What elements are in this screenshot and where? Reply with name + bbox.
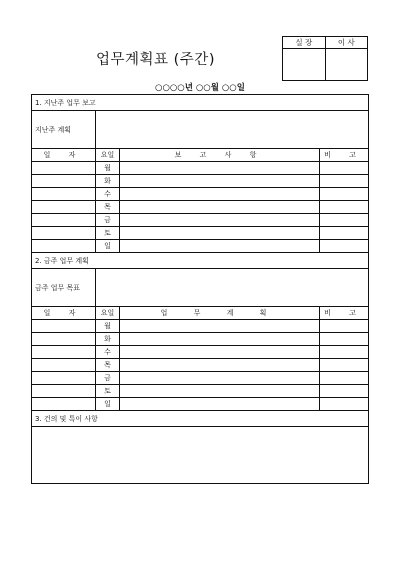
note-header: 비 고 bbox=[320, 149, 369, 162]
section1-heading: 1. 지난주 업무 보고 bbox=[32, 95, 369, 111]
date-cell[interactable] bbox=[32, 175, 96, 188]
table-row bbox=[32, 201, 369, 214]
date-cell[interactable] bbox=[32, 162, 96, 175]
approval-header-director: 이 사 bbox=[325, 37, 368, 49]
plan-cell[interactable] bbox=[120, 372, 320, 385]
weekday-cell: 일 bbox=[96, 240, 120, 253]
plan-cell[interactable] bbox=[120, 320, 320, 333]
weekday-header: 요일 bbox=[96, 149, 120, 162]
table-row bbox=[32, 333, 369, 346]
plan-cell[interactable] bbox=[120, 359, 320, 372]
date-cell[interactable] bbox=[32, 227, 96, 240]
weekday-cell: 일 bbox=[96, 398, 120, 411]
approval-header-manager: 실 장 bbox=[283, 37, 326, 49]
plan-cell[interactable] bbox=[120, 398, 320, 411]
note-cell[interactable] bbox=[320, 359, 369, 372]
note-cell[interactable] bbox=[320, 227, 369, 240]
table-row bbox=[32, 175, 369, 188]
plan-cell[interactable] bbox=[120, 333, 320, 346]
date-cell[interactable] bbox=[32, 398, 96, 411]
date-cell[interactable] bbox=[32, 188, 96, 201]
date-cell[interactable] bbox=[32, 372, 96, 385]
note-cell[interactable] bbox=[320, 214, 369, 227]
date-cell[interactable] bbox=[32, 320, 96, 333]
table-row bbox=[32, 162, 369, 175]
note-cell[interactable] bbox=[320, 385, 369, 398]
date-cell[interactable] bbox=[32, 201, 96, 214]
report-cell[interactable] bbox=[120, 162, 320, 175]
suggestions-field[interactable] bbox=[32, 427, 369, 484]
work-plan-header: 업 무 계 획 bbox=[120, 307, 320, 320]
report-cell[interactable] bbox=[120, 240, 320, 253]
date-cell[interactable] bbox=[32, 333, 96, 346]
report-cell[interactable] bbox=[120, 175, 320, 188]
plan-cell[interactable] bbox=[120, 346, 320, 359]
page-title: 업무계획표 (주간) bbox=[96, 52, 215, 68]
date-header: 일 자 bbox=[32, 149, 96, 162]
date-header: 일 자 bbox=[32, 307, 96, 320]
approval-signature-manager[interactable] bbox=[283, 49, 326, 81]
note-cell[interactable] bbox=[320, 188, 369, 201]
last-week-plan-field[interactable] bbox=[96, 111, 369, 149]
weekday-cell: 월 bbox=[96, 162, 120, 175]
approval-signature-director[interactable] bbox=[325, 49, 368, 81]
table-row bbox=[32, 214, 369, 227]
note-cell[interactable] bbox=[320, 346, 369, 359]
date-cell[interactable] bbox=[32, 385, 96, 398]
table-row bbox=[32, 188, 369, 201]
report-cell[interactable] bbox=[120, 214, 320, 227]
weekday-header: 요일 bbox=[96, 307, 120, 320]
table-row bbox=[32, 398, 369, 411]
note-cell[interactable] bbox=[320, 372, 369, 385]
weekday-cell: 목 bbox=[96, 359, 120, 372]
table-row bbox=[32, 346, 369, 359]
plan-cell[interactable] bbox=[120, 385, 320, 398]
note-cell[interactable] bbox=[320, 398, 369, 411]
table-row bbox=[32, 320, 369, 333]
table-row bbox=[32, 372, 369, 385]
section2-heading: 2. 금주 업무 계획 bbox=[32, 253, 369, 269]
section3-heading: 3. 건의 및 특이 사항 bbox=[32, 411, 369, 427]
note-header: 비 고 bbox=[320, 307, 369, 320]
weekday-cell: 화 bbox=[96, 333, 120, 346]
table-row bbox=[32, 385, 369, 398]
this-week-goal-label: 금주 업무 목표 bbox=[32, 269, 96, 307]
report-cell[interactable] bbox=[120, 227, 320, 240]
note-cell[interactable] bbox=[320, 240, 369, 253]
date-line: ○○○○년 ○○월 ○○일 bbox=[155, 83, 245, 93]
weekday-cell: 화 bbox=[96, 175, 120, 188]
weekday-cell: 금 bbox=[96, 214, 120, 227]
weekday-cell: 토 bbox=[96, 227, 120, 240]
note-cell[interactable] bbox=[320, 320, 369, 333]
note-cell[interactable] bbox=[320, 175, 369, 188]
report-cell[interactable] bbox=[120, 201, 320, 214]
note-cell[interactable] bbox=[320, 333, 369, 346]
date-cell[interactable] bbox=[32, 214, 96, 227]
date-cell[interactable] bbox=[32, 346, 96, 359]
report-items-header: 보 고 사 항 bbox=[120, 149, 320, 162]
table-row bbox=[32, 240, 369, 253]
weekday-cell: 수 bbox=[96, 188, 120, 201]
weekday-cell: 목 bbox=[96, 201, 120, 214]
weekday-cell: 금 bbox=[96, 372, 120, 385]
last-week-plan-label: 지난주 계획 bbox=[32, 111, 96, 149]
report-cell[interactable] bbox=[120, 188, 320, 201]
note-cell[interactable] bbox=[320, 201, 369, 214]
table-row bbox=[32, 227, 369, 240]
form-table bbox=[31, 94, 369, 484]
note-cell[interactable] bbox=[320, 162, 369, 175]
date-cell[interactable] bbox=[32, 240, 96, 253]
weekday-cell: 월 bbox=[96, 320, 120, 333]
table-row bbox=[32, 359, 369, 372]
weekday-cell: 토 bbox=[96, 385, 120, 398]
approval-box bbox=[282, 36, 368, 81]
date-cell[interactable] bbox=[32, 359, 96, 372]
weekday-cell: 수 bbox=[96, 346, 120, 359]
this-week-goal-field[interactable] bbox=[96, 269, 369, 307]
